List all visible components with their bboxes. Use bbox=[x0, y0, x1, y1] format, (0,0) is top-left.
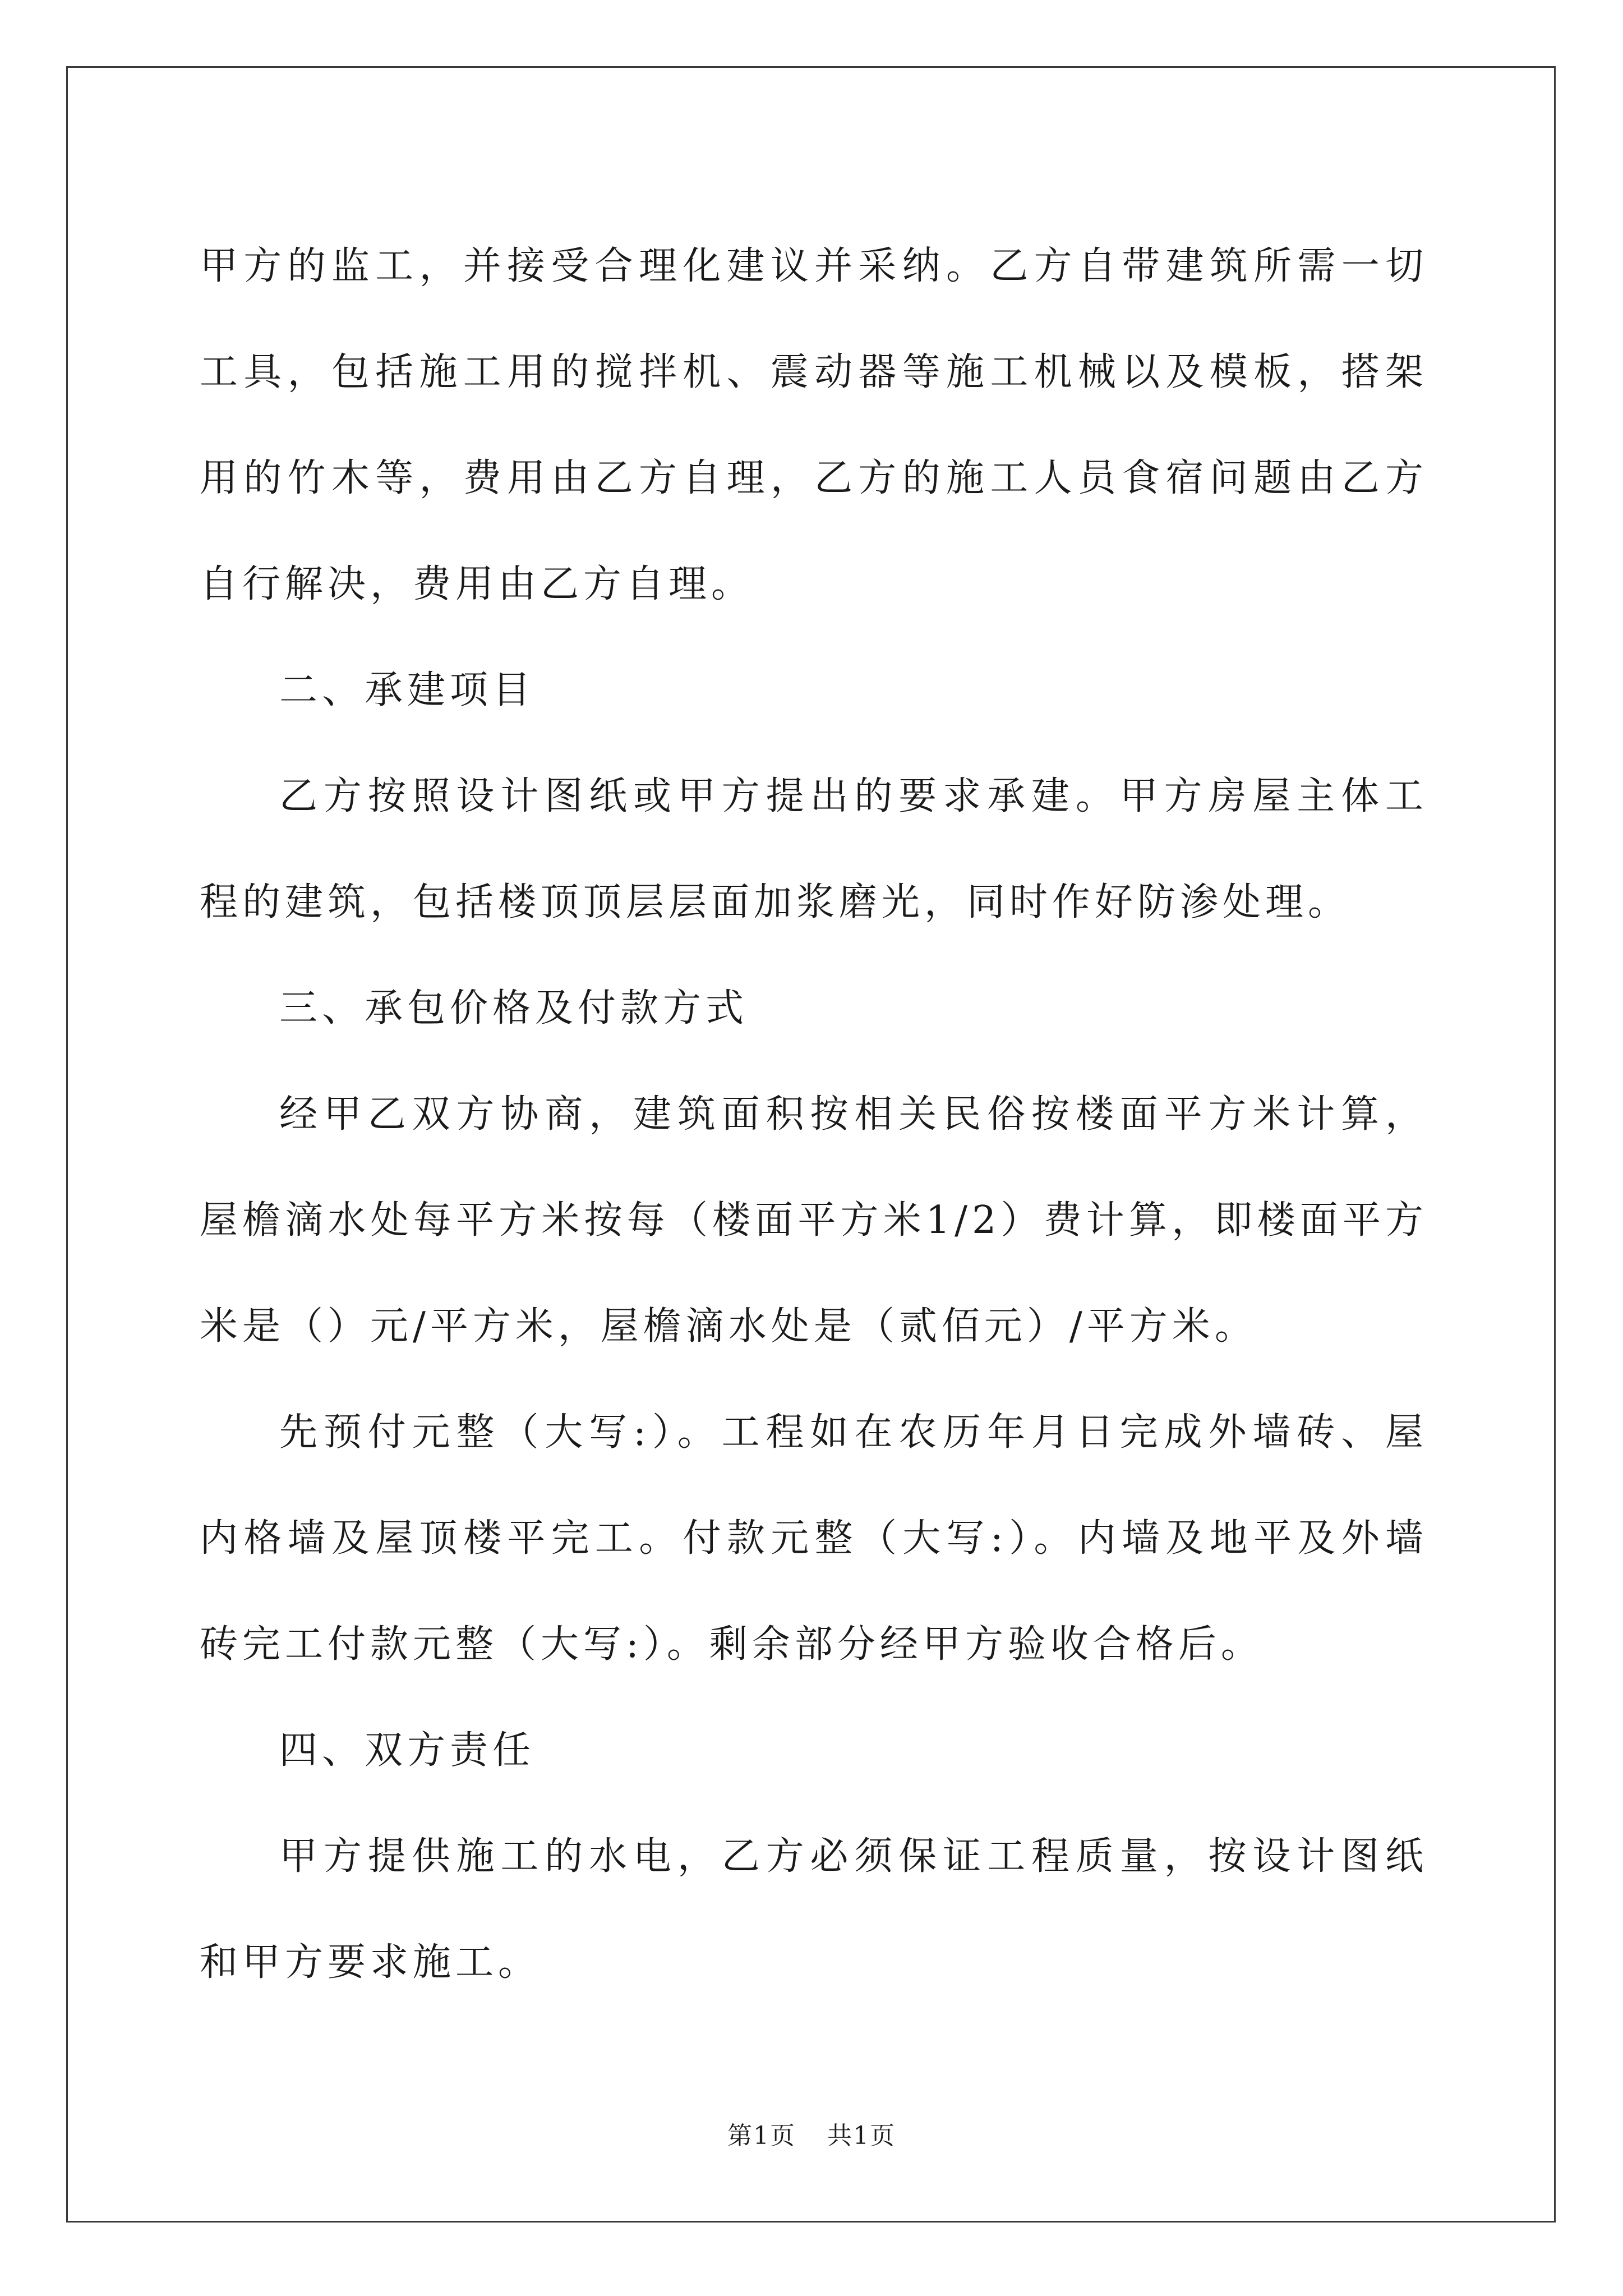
paragraph-6: 先预付元整（大写:）。工程如在农历年月日完成外墙砖、屋内格墙及屋顶楼平完工。付款元整（大写:）。内墙及地平及外墙砖完工付款元整（大写:）。剩余部分经甲方验收合格后。 bbox=[200, 1410, 1428, 1667]
page-total-label: 共1页 bbox=[827, 2122, 896, 2150]
section-heading-2: 二、承建项目 bbox=[279, 668, 536, 712]
section-heading-3: 三、承包价格及付款方式 bbox=[279, 986, 749, 1030]
page-footer bbox=[0, 2119, 1623, 2153]
paragraph-8: 甲方提供施工的水电，乙方必须保证工程质量，按设计图纸和甲方要求施工。 bbox=[200, 1834, 1428, 1985]
paragraph-3: 乙方按照设计图纸或甲方提出的要求承建。甲方房屋主体工程的建筑，包括楼顶顶层层面加浆磨光，同时作好防渗处理。 bbox=[200, 774, 1428, 924]
document-body bbox=[200, 213, 1428, 2016]
paragraph-5: 经甲乙双方协商，建筑面积按相关民俗按楼面平方米计算，屋檐滴水处每平方米按每（楼面平方米1/2）费计算，即楼面平方米是（）元/平方米，屋檐滴水处是（贰佰元）/平方米。 bbox=[200, 1092, 1428, 1349]
page-current-label: 第1页 bbox=[727, 2122, 796, 2150]
section-heading-4: 四、双方责任 bbox=[279, 1728, 536, 1773]
paragraph-1: 甲方的监工，并接受合理化建议并采纳。乙方自带建筑所需一切工具，包括施工用的搅拌机、震动器等施工机械以及模板，搭架用的竹木等，费用由乙方自理，乙方的施工人员食宿问题由乙方自行解决，费用由乙方自理。 bbox=[200, 244, 1428, 606]
